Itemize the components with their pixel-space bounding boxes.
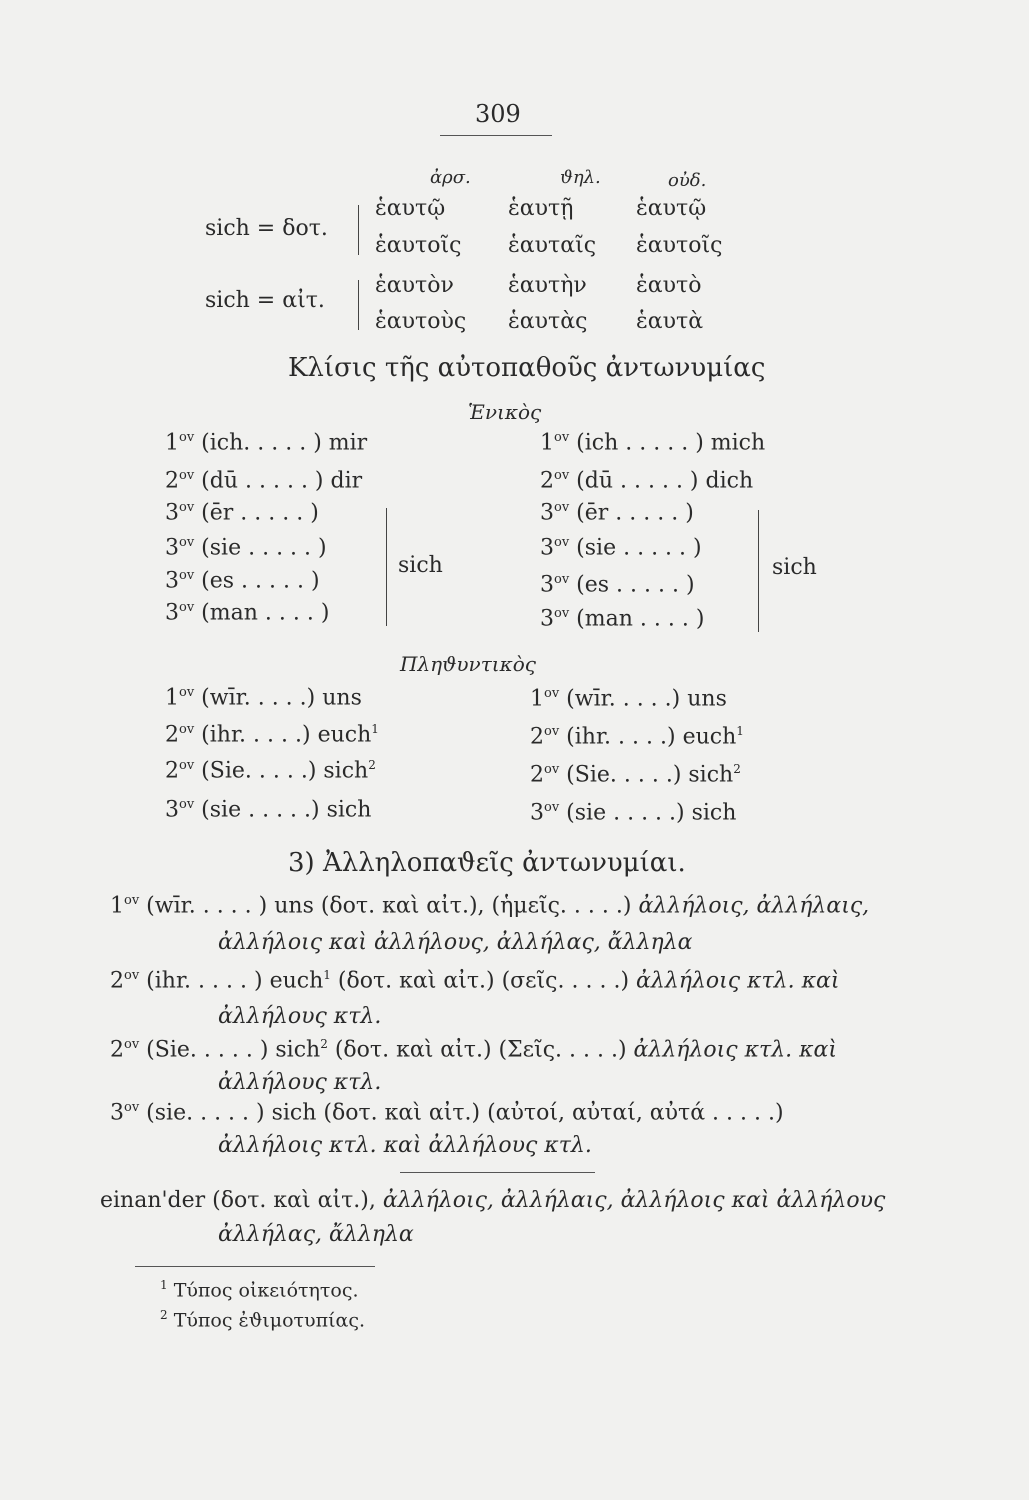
list-item: $3^{ov}$ (sie . . . . . )	[165, 535, 327, 561]
list-item: $3^{ov}$ (man . . . . )	[540, 606, 705, 632]
form: ἑαυτῷ	[375, 196, 446, 221]
form: ἑαυταῖς	[508, 233, 597, 258]
form: ἑαυτὸ	[636, 273, 702, 298]
list-item: $3^{ov}$ (man . . . . )	[165, 600, 330, 626]
separator-rule	[400, 1172, 595, 1173]
list-item: $1^{ov}$ (wīr. . . . .) uns	[530, 686, 727, 712]
list-item: $2^{ov}$ (ihr. . . . .) euch$^1$	[165, 722, 379, 748]
form: ἑαυτὰ	[636, 309, 704, 334]
list-item: $3^{ov}$ (sie . . . . . )	[540, 535, 702, 561]
footnote: $^1$ Τύπος οἰκειότητος.	[160, 1278, 359, 1302]
list-item: $3^{ov}$ (sie . . . . .) sich	[530, 800, 737, 826]
col-header-neut: οὐδ.	[668, 170, 707, 191]
footnote: $^2$ Τύπος ἐϑιμοτυπίας.	[160, 1308, 366, 1332]
list-item: $3^{ov}$ (ēr . . . . . )	[165, 500, 319, 526]
list-item: $1^{ov}$ (wīr. . . . . ) uns (δοτ. καὶ αἰτ.), (ἡμεῖς. . . . .) ἀλλήλοις, ἀλλήλαις,	[110, 893, 870, 919]
list-item: $2^{ov}$ (Sie. . . . .) sich$^2$	[165, 758, 376, 784]
form: ἑαυτοῖς	[636, 233, 723, 258]
list-item: $3^{ov}$ (sie. . . . . ) sich (δοτ. καὶ αἰτ.) (αὐτοί, αὐταί, αὐτά . . . . .)	[110, 1100, 784, 1126]
form: ἑαυτοὺς	[375, 309, 467, 334]
plural-label: Πληϑυντικὸς	[400, 652, 536, 676]
bracket	[758, 510, 759, 632]
bracket	[358, 205, 359, 255]
list-item: $2^{ov}$ (dū . . . . . ) dir	[165, 468, 363, 494]
section3-title: 3) Ἀλληλοπαϑεῖς ἀντωνυμίαι.	[288, 848, 686, 878]
list-item: $2^{ov}$ (Sie. . . . .) sich$^2$	[530, 762, 741, 788]
form: ἑαυτῷ	[636, 196, 707, 221]
list-item: $1^{ov}$ (ich . . . . . ) mich	[540, 430, 766, 456]
form: ἑαυτὴν	[508, 273, 587, 298]
list-item: $3^{ov}$ (sie . . . . .) sich	[165, 797, 372, 823]
list-item: $2^{ov}$ (ihr. . . . .) euch$^1$	[530, 724, 744, 750]
row-label-dative: sich = δοτ.	[205, 216, 328, 241]
list-item-continuation: ἀλλήλοις καὶ ἀλλήλους, ἀλλήλας, ἄλληλα	[218, 930, 693, 955]
col-header-fem: ϑηλ.	[560, 167, 601, 188]
section-title: Κλίσις τῆς αὐτοπαθοῦς ἀντωνυμίας	[288, 353, 766, 383]
singular-label: Ἑνικὸς	[468, 400, 542, 424]
list-item: $3^{ov}$ (es . . . . . )	[540, 572, 695, 598]
list-item: $2^{ov}$ (dū . . . . . ) dich	[540, 468, 754, 494]
form: ἑαυτὰς	[508, 309, 588, 334]
list-item: $3^{ov}$ (es . . . . . )	[165, 568, 320, 594]
col-header-masc: ἀρσ.	[430, 167, 471, 188]
list-item-continuation: ἀλλήλους κτλ.	[218, 1070, 382, 1095]
list-item: $2^{ov}$ (Sie. . . . . ) sich$^2$ (δοτ. καὶ αἰτ.) (Σεῖς. . . . .) ἀλλήλοις κτλ. καὶ	[110, 1037, 838, 1063]
brace-word: sich	[772, 555, 817, 580]
page-number-rule	[440, 135, 552, 136]
page-number: 309	[475, 100, 521, 128]
brace-word: sich	[398, 553, 443, 578]
form: ἑαυτοῖς	[375, 233, 462, 258]
list-item: $3^{ov}$ (ēr . . . . . )	[540, 500, 694, 526]
einander-line: einan'der (δοτ. καὶ αἰτ.), ἀλλήλοις, ἀλλήλαις, ἀλλήλοις καὶ ἀλλήλους	[100, 1188, 886, 1213]
form: ἑαυτὸν	[375, 273, 454, 298]
bracket	[358, 280, 359, 330]
list-item: $1^{ov}$ (wīr. . . . .) uns	[165, 685, 362, 711]
list-item-continuation: ἀλλήλοις κτλ. καὶ ἀλλήλους κτλ.	[218, 1133, 592, 1158]
row-label-accusative: sich = αἰτ.	[205, 288, 325, 313]
form: ἑαυτῇ	[508, 196, 574, 221]
footnote-rule	[135, 1266, 375, 1267]
list-item-continuation: ἀλλήλους κτλ.	[218, 1004, 382, 1029]
list-item: $1^{ov}$ (ich. . . . . ) mir	[165, 430, 368, 456]
einander-continuation: ἀλλήλας, ἄλληλα	[218, 1222, 414, 1247]
list-item: $2^{ov}$ (ihr. . . . . ) euch$^1$ (δοτ. καὶ αἰτ.) (σεῖς. . . . .) ἀλλήλοις κτλ. καὶ	[110, 968, 840, 994]
bracket	[386, 508, 387, 626]
